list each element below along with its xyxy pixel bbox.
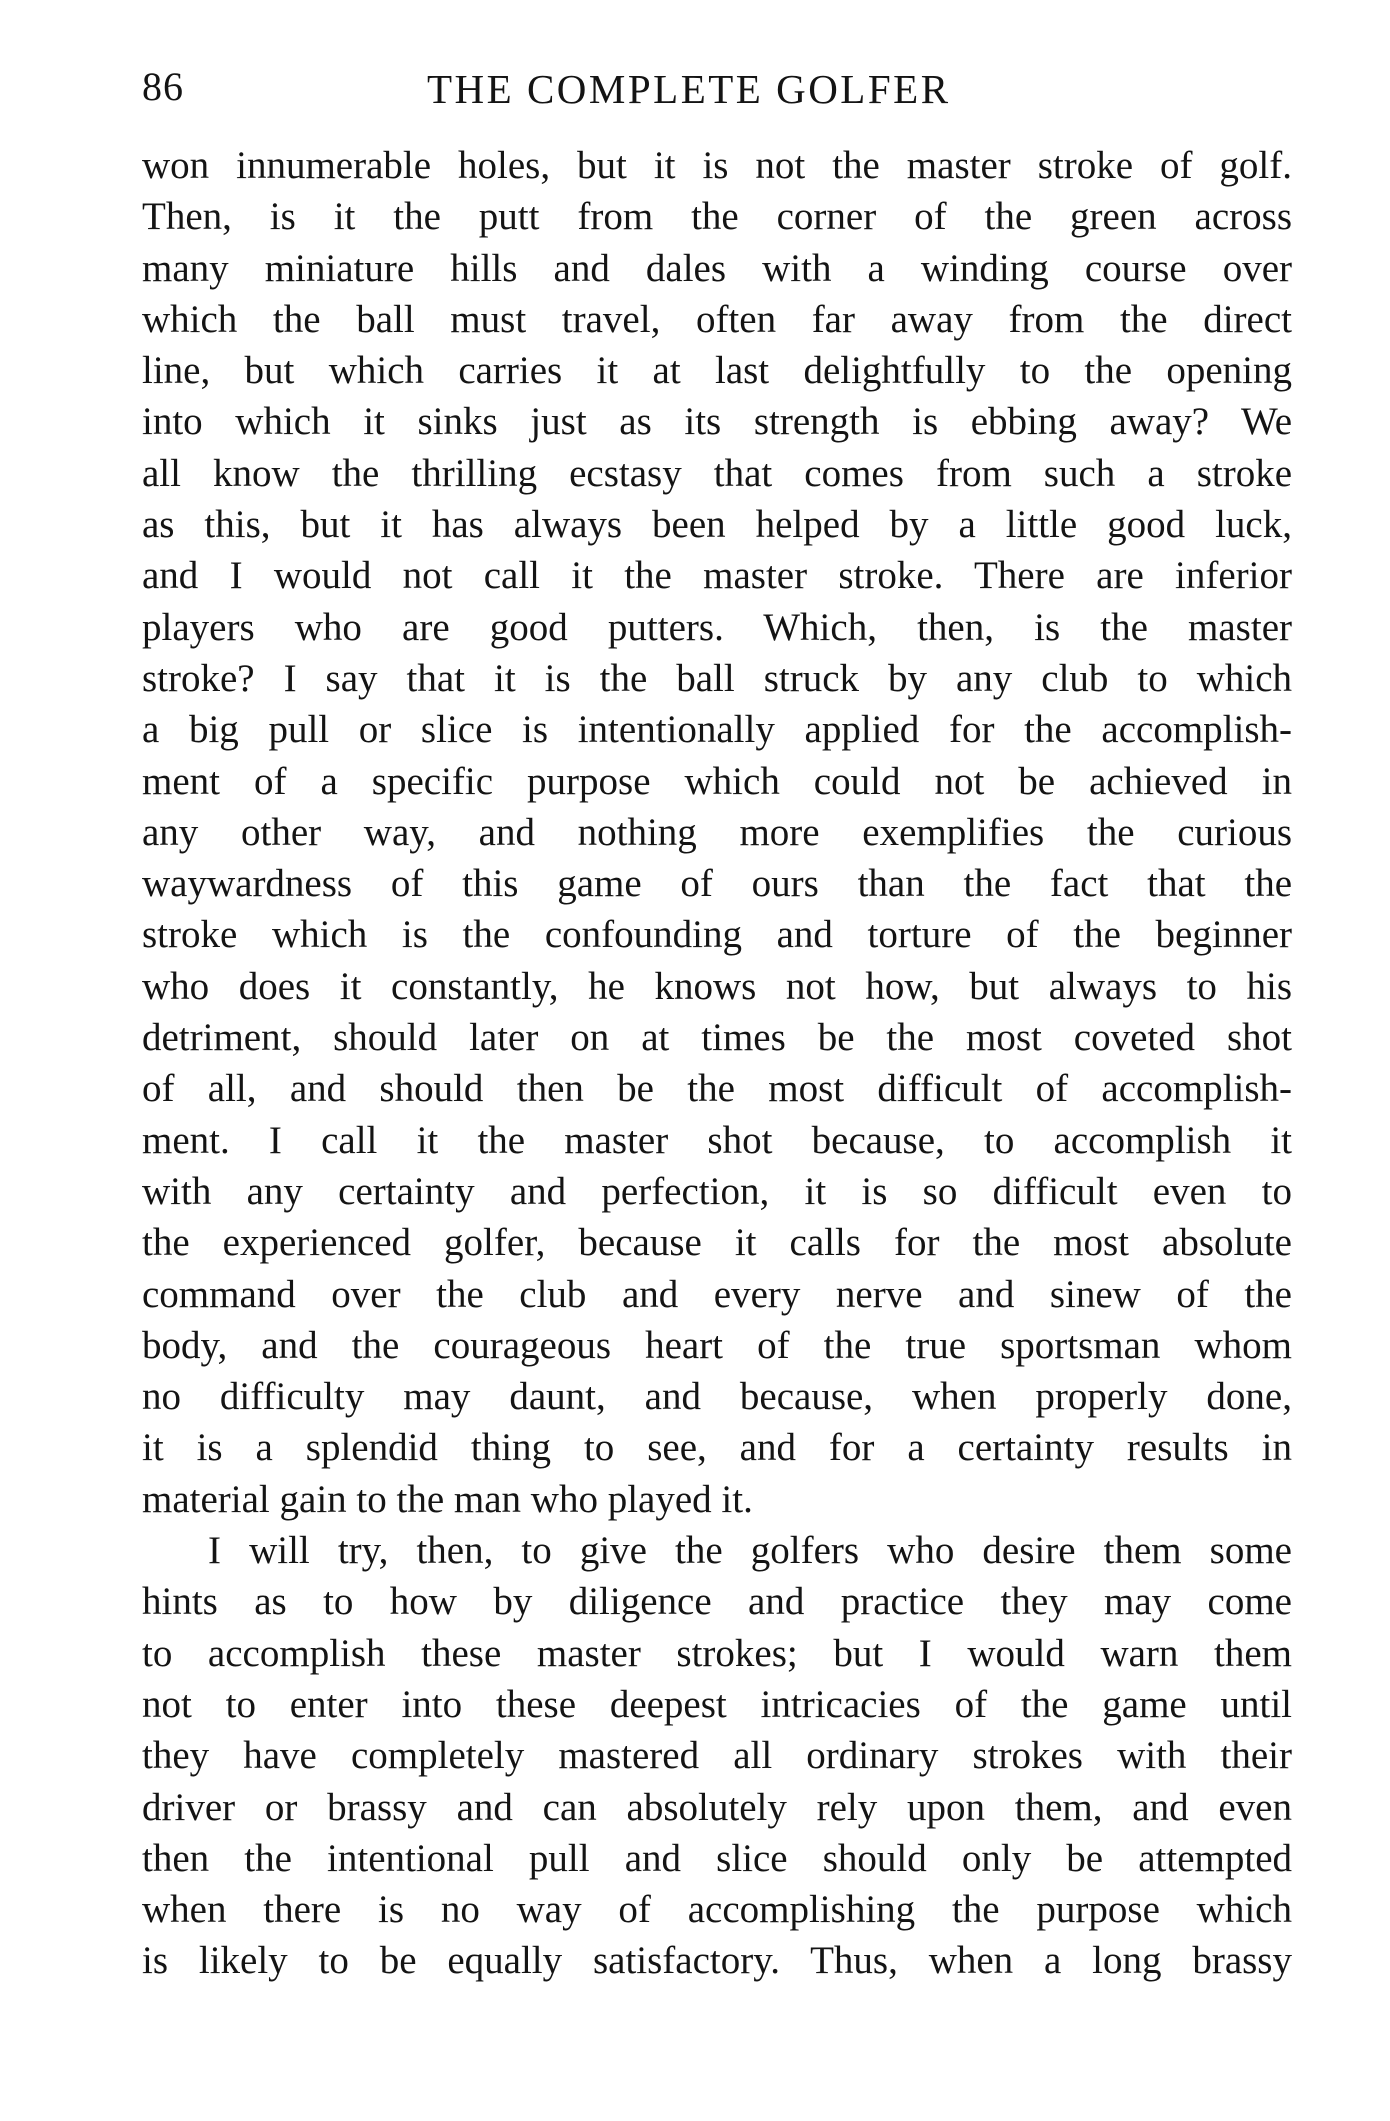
text-line: and I would not call it the master stroke. There are inferior [142, 554, 1292, 598]
text-line: the experienced golfer, because it calls for the most absolute [142, 1221, 1292, 1265]
text-line: it is a splendid thing to see, and for a certainty results in [142, 1426, 1292, 1470]
text-line: ment of a specific purpose which could not be achieved in [142, 759, 1292, 803]
text-line: players who are good putters. Which, then, is the master [142, 605, 1292, 649]
text-line: many miniature hills and dales with a winding course over [142, 246, 1292, 290]
text-line: waywardness of this game of ours than the fact that the [142, 862, 1292, 906]
text-line: command over the club and every nerve and sinew of the [142, 1272, 1292, 1316]
text-line: stroke which is the confounding and torture of the beginner [142, 913, 1292, 957]
page-header [142, 62, 1292, 122]
body-text [142, 140, 1292, 1987]
text-line: as this, but it has always been helped by a little good luck, [142, 503, 1292, 547]
text-line: body, and the courageous heart of the true sportsman whom [142, 1323, 1292, 1367]
text-line: then the intentional pull and slice should only be attempted [142, 1836, 1292, 1880]
text-line: who does it constantly, he knows not how, but always to his [142, 964, 1292, 1008]
text-line: they have completely mastered all ordinary strokes with their [142, 1734, 1292, 1778]
text-line: stroke? I say that it is the ball struck by any club to which [142, 656, 1292, 700]
text-line: a big pull or slice is intentionally applied for the accomplish- [142, 708, 1292, 752]
text-line: ment. I call it the master shot because, to accomplish it [142, 1118, 1292, 1162]
text-line: line, but which carries it at last delightfully to the opening [142, 349, 1292, 393]
page-number: 86 [142, 64, 184, 109]
text-line: Then, is it the putt from the corner of the green across [142, 195, 1292, 239]
text-line: not to enter into these deepest intricacies of the game until [142, 1682, 1292, 1726]
text-line: won innumerable holes, but it is not the master stroke of golf. [142, 144, 1292, 187]
text-line: with any certainty and perfection, it is so difficult even to [142, 1169, 1292, 1213]
text-line: to accomplish these master strokes; but I would warn them [142, 1631, 1292, 1675]
text-line: into which it sinks just as its strength is ebbing away? We [142, 400, 1292, 444]
text-line: driver or brassy and can absolutely rely upon them, and even [142, 1785, 1292, 1829]
text-line: when there is no way of accomplishing the purpose which [142, 1888, 1292, 1932]
running-title: THE COMPLETE GOLFER [427, 66, 951, 112]
text-line: no difficulty may daunt, and because, when properly done, [142, 1375, 1292, 1419]
text-line: hints as to how by diligence and practice they may come [142, 1580, 1292, 1624]
text-line: any other way, and nothing more exemplifies the curious [142, 810, 1292, 854]
paragraph-end-line: material gain to the man who played it. [142, 1477, 753, 1521]
text-line: is likely to be equally satisfactory. Thus, when a long brassy [142, 1939, 1292, 1983]
text-line: detriment, should later on at times be the most coveted shot [142, 1016, 1292, 1060]
paragraph-start-line: I will try, then, to give the golfers who desire them some [208, 1529, 1292, 1573]
text-line: of all, and should then be the most difficult of accomplish- [142, 1067, 1292, 1111]
text-line: which the ball must travel, often far away from the direct [142, 297, 1292, 341]
text-line: all know the thrilling ecstasy that comes from such a stroke [142, 451, 1292, 495]
